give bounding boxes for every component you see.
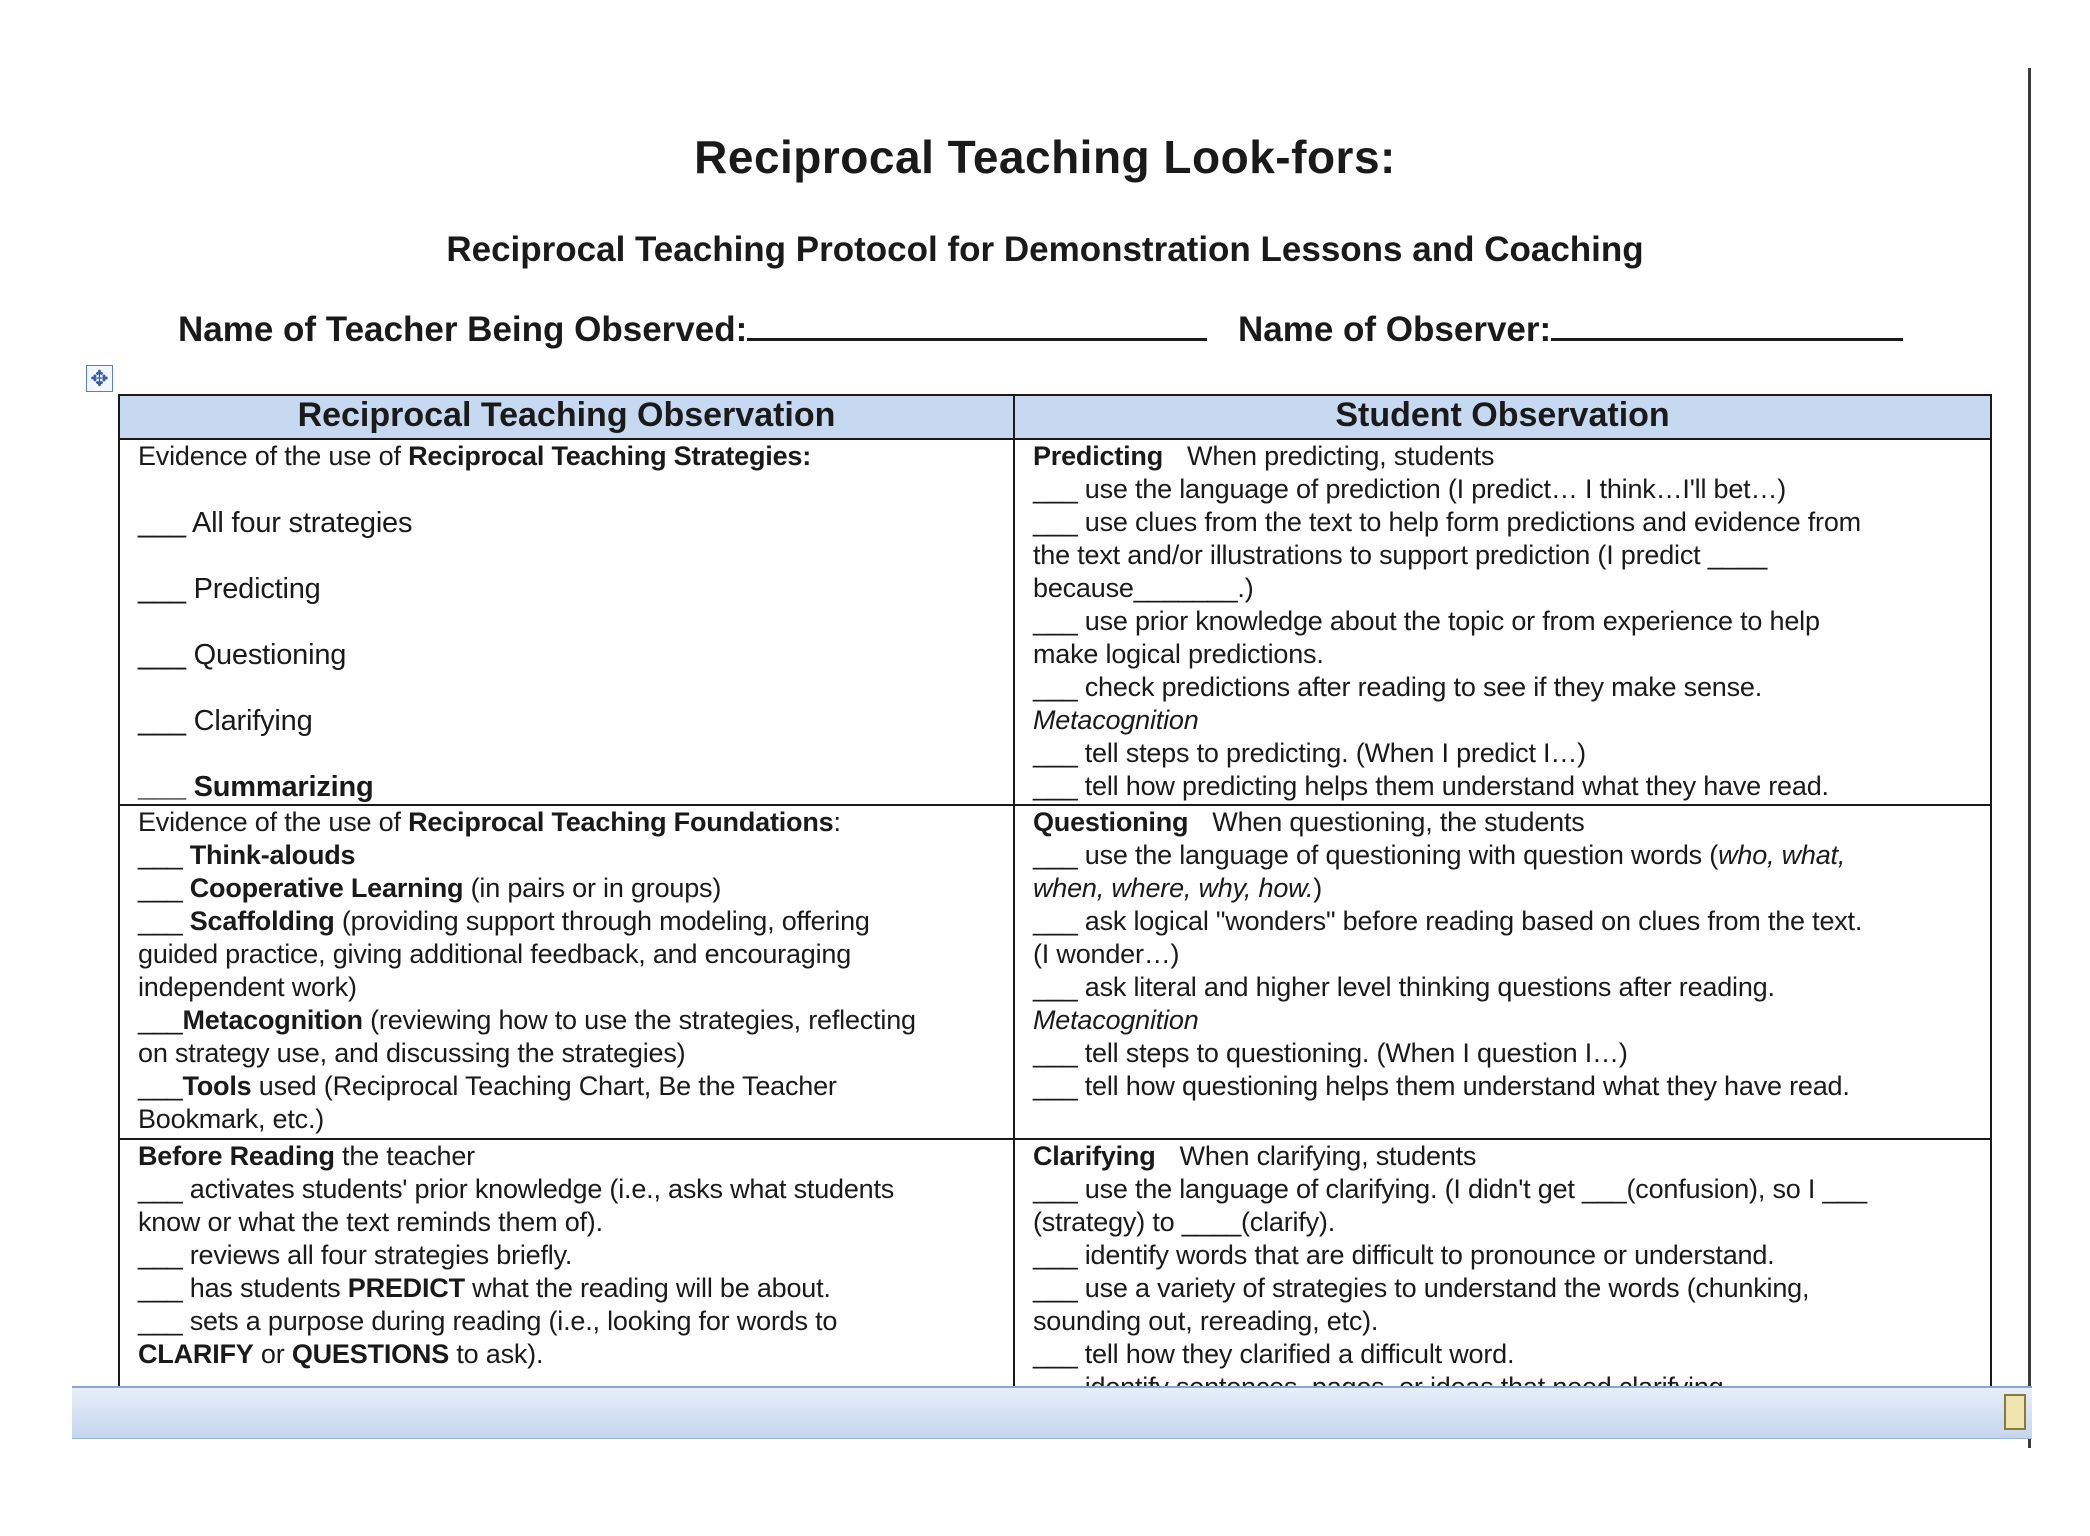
checklist-item: ___ ask literal and higher level thinking questions after reading. (1033, 972, 1775, 1002)
before-reading-heading-rest: the teacher (334, 1141, 475, 1171)
questioning-heading: Questioning (1033, 807, 1189, 837)
paren-close: ) (1313, 873, 1323, 903)
checklist-item: ___ Questioning (138, 639, 347, 671)
predicting-cell[interactable] (1014, 439, 1991, 805)
blank: ___ (138, 840, 190, 870)
predicting-heading: Predicting (1033, 441, 1164, 471)
clarifying-heading-rest: When clarifying, students (1179, 1141, 1477, 1171)
strategies-cell[interactable] (119, 439, 1014, 805)
teacher-name-field[interactable] (178, 308, 1207, 350)
clarifying-heading: Clarifying (1033, 1141, 1156, 1171)
metacognition-label: Metacognition (182, 1005, 363, 1035)
table-row (119, 1139, 1991, 1401)
question-words: who, what, (1718, 840, 1846, 870)
checklist-item: ___ tell steps to predicting. (When I predict I…) (1033, 738, 1586, 768)
checklist-item: ___ use a variety of strategies to understand the words (chunking, (1033, 1273, 1810, 1303)
checklist-item: ___ use clues from the text to help form predictions and evidence from (1033, 507, 1861, 537)
checklist-item: ___ check predictions after reading to see if they make sense. (1033, 672, 1763, 702)
checklist-item-rest: to ask). (449, 1339, 544, 1369)
checklist-item: ___ reviews all four strategies briefly. (138, 1240, 573, 1270)
header-student-observation: Student Observation (1014, 395, 1991, 439)
checklist-item: ___ Summarizing (138, 771, 374, 803)
table-row (119, 805, 1991, 1139)
scaffolding-label: Scaffolding (189, 906, 335, 936)
checklist-item: ___ tell steps to questioning. (When I question I…) (1033, 1038, 1628, 1068)
clarifying-cell[interactable] (1014, 1139, 1991, 1401)
checklist-item: ___ sets a purpose during reading (i.e., looking for words to (138, 1306, 838, 1336)
checklist-text: know or what the text reminds them of). (138, 1207, 603, 1237)
before-reading-cell[interactable] (119, 1139, 1014, 1401)
checklist-item: ___ use the language of prediction (I predict… I think…I'll bet…) (1033, 474, 1787, 504)
scaffolding-desc: (providing support through modeling, offering (334, 906, 870, 936)
checklist-item: ___ Predicting (138, 573, 321, 605)
metacognition-desc-2: on strategy use, and discussing the strategies) (138, 1038, 686, 1068)
questioning-cell[interactable] (1014, 805, 1991, 1139)
checklist-item: ___ tell how questioning helps them understand what they have read. (1033, 1071, 1850, 1101)
strategies-intro-bold: Reciprocal Teaching Strategies: (408, 441, 812, 471)
cooperative-learning-label: Cooperative Learning (189, 873, 464, 903)
checklist-item-rest: what the reading will be about. (464, 1273, 831, 1303)
foundations-intro: Evidence of the use of (138, 807, 409, 837)
observation-table (118, 394, 1992, 1402)
cooperative-learning-desc: (in pairs or in groups) (463, 873, 722, 903)
table-move-handle-icon[interactable]: ✥ (86, 365, 113, 392)
checklist-item: ___ activates students' prior knowledge (i.e., asks what students (138, 1174, 895, 1204)
status-bar (72, 1386, 2032, 1439)
predicting-heading-rest: When predicting, students (1187, 441, 1495, 471)
blank: ___ (138, 1071, 183, 1101)
questions-keyword: QUESTIONS (291, 1339, 450, 1369)
checklist-item: ___ use the language of questioning with question words ( (1033, 840, 1719, 870)
think-alouds-label: Think-alouds (189, 840, 356, 870)
checklist-item: ___ identify words that are difficult to pronounce or understand. (1033, 1240, 1775, 1270)
foundations-intro-colon: : (833, 807, 841, 837)
blank: ___ (138, 873, 190, 903)
checklist-item: ___ use prior knowledge about the topic or from experience to help (1033, 606, 1820, 636)
predict-keyword: PREDICT (347, 1273, 465, 1303)
question-words-2: when, where, why, how. (1033, 873, 1314, 903)
checklist-item: ___ has students (138, 1273, 348, 1303)
questioning-heading-rest: When questioning, the students (1212, 807, 1585, 837)
metacognition-label: Metacognition (1033, 1005, 1199, 1035)
observer-name-field[interactable] (1238, 308, 1903, 350)
checklist-text: (strategy) to ____(clarify). (1033, 1207, 1335, 1237)
checklist-text: (I wonder…) (1033, 939, 1180, 969)
checklist-text: make logical predictions. (1033, 639, 1324, 669)
document-subtitle: Reciprocal Teaching Protocol for Demonstration Lessons and Coaching (446, 230, 1644, 269)
document-title: Reciprocal Teaching Look-fors: (694, 131, 1396, 183)
foundations-cell[interactable] (119, 805, 1014, 1139)
scaffolding-desc-3: independent work) (138, 972, 357, 1002)
table-header-row (119, 395, 1991, 439)
blank: ___ (138, 1005, 183, 1035)
scaffolding-desc-2: guided practice, giving additional feedback, and encouraging (138, 939, 852, 969)
metacognition-desc: (reviewing how to use the strategies, reflecting (362, 1005, 916, 1035)
strategies-intro: Evidence of the use of (138, 441, 409, 471)
table-row (119, 439, 1991, 805)
teacher-name-blank[interactable] (747, 308, 1207, 341)
checklist-item: ___ Clarifying (138, 705, 313, 737)
before-reading-heading: Before Reading (138, 1141, 335, 1171)
checklist-text: sounding out, rereading, etc). (1033, 1306, 1379, 1336)
checklist-text: the text and/or illustrations to support prediction (I predict ____ (1033, 540, 1768, 570)
checklist-item: ___ tell how predicting helps them understand what they have read. (1033, 771, 1829, 801)
blank: ___ (138, 906, 190, 936)
metacognition-label: Metacognition (1033, 705, 1199, 735)
teacher-name-label: Name of Teacher Being Observed: (178, 310, 748, 349)
header-teaching-observation: Reciprocal Teaching Observation (119, 395, 1014, 439)
or-text: or (253, 1339, 292, 1369)
observer-name-blank[interactable] (1551, 308, 1903, 341)
checklist-item: ___ use the language of clarifying. (I didn't get ___(confusion), so I ___ (1033, 1174, 1867, 1204)
clarify-keyword: CLARIFY (138, 1339, 254, 1369)
tools-desc: used (Reciprocal Teaching Chart, Be the Teacher (251, 1071, 837, 1101)
checklist-item: ___ ask logical "wonders" before reading based on clues from the text. (1033, 906, 1863, 936)
checklist-item: ___ All four strategies (138, 507, 413, 539)
foundations-intro-bold: Reciprocal Teaching Foundations (408, 807, 834, 837)
observer-name-label: Name of Observer: (1238, 310, 1552, 349)
tools-desc-2: Bookmark, etc.) (138, 1104, 325, 1134)
tools-label: Tools (182, 1071, 252, 1101)
view-toggle-icon[interactable] (2004, 1394, 2026, 1430)
checklist-item: ___ tell how they clarified a difficult word. (1033, 1339, 1515, 1369)
checklist-text: because_______.) (1033, 573, 1254, 603)
page-right-edge (2028, 68, 2031, 1448)
